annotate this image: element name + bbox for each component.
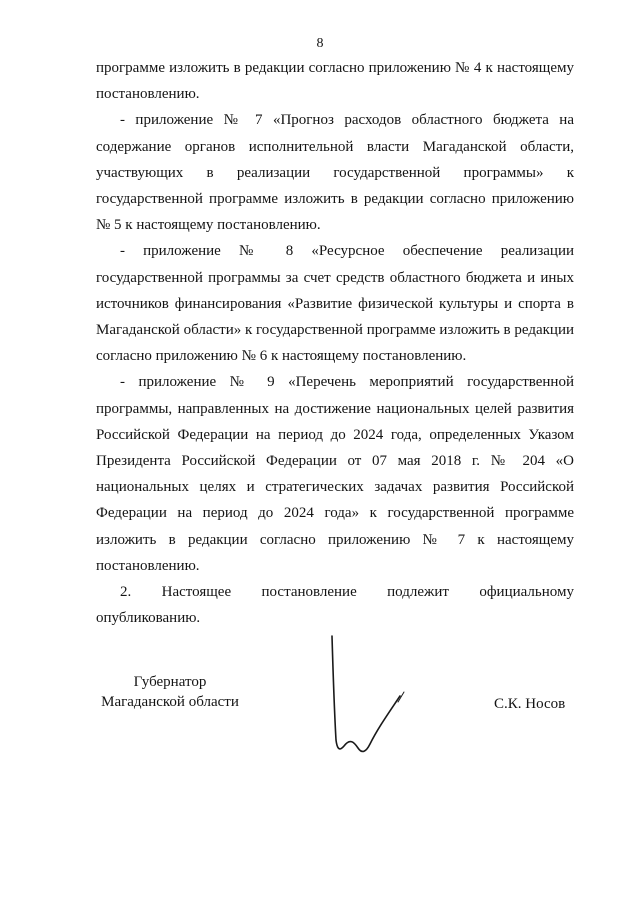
document-body [96,55,574,631]
signer-position [96,672,244,712]
paragraph-appendix-7: - приложение № 7 «Прогноз расходов областного бюджета на содержание органов исполнительной власти Магаданской области, участвующих в реализации государственной программы» к государственной программе изложить в редакции согласно приложению № 5 к настоящему постановлению. [96,112,574,234]
paragraph-publication: 2. Настоящее постановление подлежит официальному опубликованию. [96,584,574,627]
paragraph-appendix-9: - приложение № 9 «Перечень мероприятий государственной программы, направленных на достижение национальных целей развития Российской Федерации на период до 2024 года, определенных Указом Президента Российской Федерации от 07 мая 2018 г. № 204 «О национальных целях и стратегических задачах развития Российской Федерации на период до 2024 года» к государственной программе изложить в редакции согласно приложению № 7 к настоящему постановлению. [96,374,574,574]
page-number: 8 [316,36,324,51]
paragraph-continuation: программе изложить в редакции согласно приложению № 4 к настоящему постановлению. [96,60,574,103]
handwritten-signature [320,630,410,760]
signer-position-line2: Магаданской области [101,694,239,710]
signer-name: С.К. Носов [494,696,566,712]
paragraph-appendix-8: - приложение № 8 «Ресурсное обеспечение реализации государственной программы за счет средств областного бюджета и иных источников финансирования «Развитие физической культуры и спорта в Магаданской области» к государственной программе изложить в редакции согласно приложению № 6 к настоящему постановлению. [96,243,574,365]
signer-position-line1: Губернатор [133,674,207,690]
